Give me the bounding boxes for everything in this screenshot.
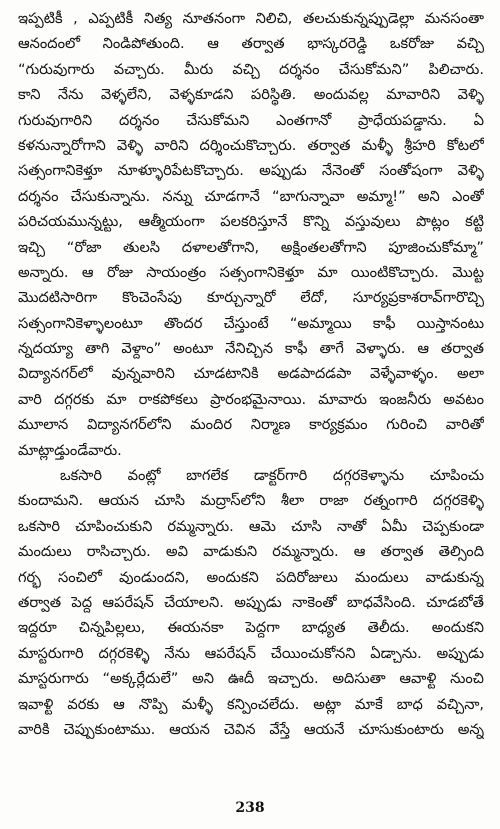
text-line: మాస్టరుగారి దగ్గరకెళ్ళి నేను ఆపరేషన్ చేయించుకోనని ఏడ్చాను. అప్పుడు bbox=[18, 644, 484, 662]
text-line: మందులు రాసిచ్చారు. అవి వాడుకుని రమ్మన్నారు. ఆ తర్వాత తెల్సింది bbox=[18, 543, 484, 561]
text-line: ఇచ్చి “రోజా తులసి దళాలతోగాని, అక్షింతలతోగాని పూజించుకోమ్మా” bbox=[18, 238, 484, 256]
text-line: ఇప్పటికీ , ఎప్పటికీ నిత్య నూతనంగా నిలిచి, తలచుకున్నప్పుడెల్లా మనసంతా bbox=[18, 10, 484, 27]
text-line: మొదటిసారిగా కొంచెంసేపు కూర్చున్నారో లేదో, సూర్యప్రకాశరావ్‌గారొచ్చి bbox=[18, 289, 484, 307]
text-line: ఆనందంలో నిండిపోతుంది. ఆ తర్వాత భాస్కరరెడ్డి ఒకరోజు వచ్చి bbox=[18, 35, 484, 53]
text-line: కుందామని. ఆయన చూసి మద్రాస్‌లోని శీలా రాజా రత్నంగారి దగ్గరకెళ్ళి bbox=[18, 492, 484, 510]
text-line: వారికి చెప్పుకుంటాము. ఆయన చెవిన వేస్తే ఆయనే చూసుకుంటారు అన్న bbox=[18, 720, 484, 738]
text-line: మూలాన విద్యానగర్‌లోని మందిర నిర్మాణ కార్యక్రమం గురించి వారితో bbox=[18, 416, 484, 434]
text-line: దర్శనం చేసుకున్నాను. నన్ను చూడగానే “బాగున్నావా అమ్మా!” అని ఎంతో bbox=[18, 187, 484, 205]
text-line: గర్భ సంచిలో వుండుందని, అందుకని పదిరోజులు మందులు వాడుకున్న bbox=[18, 568, 484, 586]
text-line: పరిచయమున్నట్టు, ఆత్మీయంగా పలకరిస్తూనే కొన్ని వస్తువులు పొట్లం కట్టి bbox=[18, 213, 484, 231]
page-number: 238 bbox=[235, 800, 265, 816]
text-line: సత్సంగానికెళ్ళాలంటూ తొందర చేస్తుంటే “అమ్మాయి కాఫీ యిస్తానంటు bbox=[18, 314, 484, 332]
text-line: న్నదయ్యా తాగి వెళ్దాం” అంటూ నేనిచ్చిన కాఫీ తాగే వెళ్ళారు. ఆ తర్వాత bbox=[18, 340, 484, 358]
text-line: ఇవాళ్టి వరకు ఆ నొప్పి మళ్ళీ కన్పించలేదు. అట్లా మాకే బాధ వచ్చినా, bbox=[18, 695, 484, 713]
text-line: “గురువుగారు వచ్చారు. మీరు వచ్చి దర్శనం చేసుకోమని” పిలిచారు. bbox=[18, 60, 484, 78]
paragraph-end-line: మాట్లాడ్తుండేవారు. bbox=[18, 441, 122, 459]
text-line: వారి దగ్గరకు మా రాకపోకలు ప్రారంభమైనాయి. మావారు ఇంజనీరు అవటం bbox=[18, 390, 484, 408]
text-line: కళనున్నారోగాని వెళ్ళి వారిని దర్శించుకొచ్చారు. తర్వాత మళ్ళీ శ్రీహరి కోటలో bbox=[18, 136, 484, 154]
text-line: అన్నారు. ఆ రోజు సాయంత్రం సత్సంగానికెళ్తూ మా యింటికొచ్చారు. మొట్ట bbox=[18, 263, 484, 281]
text-line: కాని నేను వెళ్ళలేని, వెళ్ళకూడని పరిస్థితి. అందువల్ల మావారిని వెళ్ళి bbox=[18, 86, 484, 104]
text-line: ఒకసారి చూపించుకుని రమ్మన్నారు. ఆమె చూసి నాతో ఏమీ చెప్పకుండా bbox=[18, 517, 484, 535]
text-line: ఇద్దరూ చిన్నపిల్లలు, ఈయనకా పెద్దగా బాధ్యత తెలీదు. అందుకని bbox=[18, 619, 484, 637]
body-text bbox=[18, 6, 484, 742]
text-line: విద్యానగర్‌లో వున్నవారిని చూడటానికి అడపాదడపా వెళ్ళేవాళ్ళం. అలా bbox=[18, 365, 484, 383]
text-line: గురువుగారిని దర్శనం చేసుకోమని ఎంతగానో ప్రాధేయపడ్డాను. ఏ bbox=[18, 111, 484, 129]
text-line: సత్సంగానికెళ్తూ నూళ్ళూరిపేటకొచ్చారు. అప్పుడు నేనెంతో సంతోషంగా వెళ్ళి bbox=[18, 162, 484, 180]
paragraph-start-line: ఒకసారి వంట్లో బాగలేక డాక్టర్‌గారి దగ్గరకెళ్ళాను చూపించు bbox=[60, 467, 484, 485]
text-line: తర్వాత పెద్ద ఆపరేషన్ చేయాలని. అప్పుడు నాకెంతో బాధవేసింది. చూడబోతే bbox=[18, 593, 484, 611]
text-line: మాస్టరుగారు “అక్కర్లేదులే” అని ఊదీ ఇచ్చారు. అదిసుతా ఆవాళ్టి నుంచి bbox=[18, 670, 484, 688]
